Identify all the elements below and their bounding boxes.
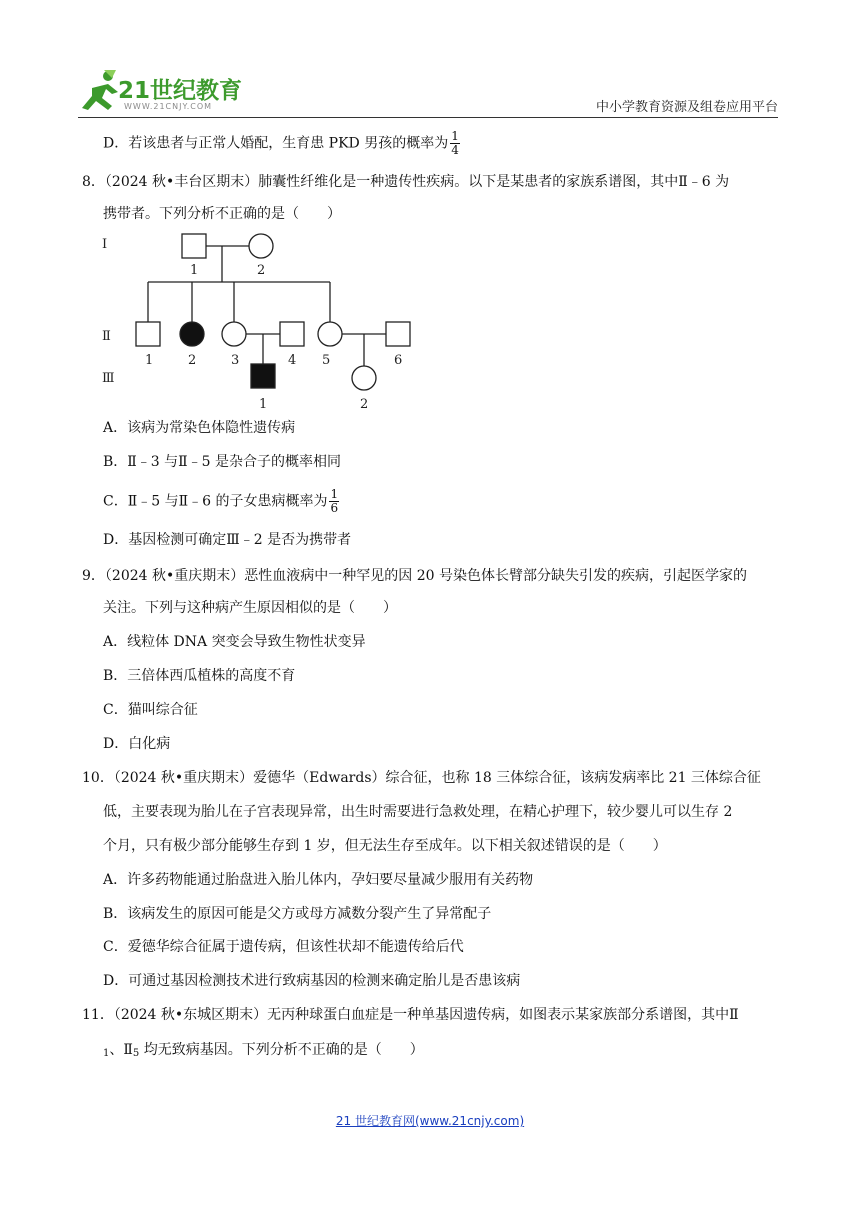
pedigree-female-III-2 (352, 366, 376, 390)
pedigree-male-II-6 (386, 322, 410, 346)
pedigree-number: 5 (322, 353, 331, 368)
q11-stem-text: 均无致病基因。下列分析不正确的是（ ） (139, 1042, 424, 1058)
q9-option-d: D．白化病 (103, 736, 171, 752)
platform-title: 中小学教育资源及组卷应用平台 (595, 100, 778, 115)
header-divider (78, 117, 778, 118)
pedigree-male-II-4 (280, 322, 304, 346)
pedigree-number: 6 (394, 353, 403, 368)
q9-stem-line-1: 9．（2024 秋•重庆期末）恶性血液病中一种罕见的因 20 号染色体长臂部分缺失引发的疾病，引起医学家的 (82, 568, 747, 584)
q8-stem-line-1: 8．（2024 秋•丰台区期末）肺囊性纤维化是一种遗传性疾病。以下是某患者的家族系谱图，其中Ⅱ﹣6 为 (82, 174, 730, 190)
fraction-numerator: 1 (451, 129, 459, 143)
q10-stem-line-1: 10．（2024 秋•重庆期末）爱德华（Edwards）综合征，也称 18 三体综合征，该病发病率比 21 三体综合征 (82, 770, 761, 786)
q9-option-c: C．猫叫综合征 (103, 702, 198, 718)
pedigree-number: 2 (257, 263, 266, 278)
q8-option-d: D．基因检测可确定Ⅲ﹣2 是否为携带者 (103, 532, 352, 548)
q10-option-b: B．该病发生的原因可能是父方或母方减数分裂产生了异常配子 (103, 906, 492, 922)
q8-option-c-text: C．Ⅱ﹣5 与Ⅱ﹣6 的子女患病概率为 (103, 493, 328, 510)
pedigree-affected-male-III-1 (251, 364, 275, 388)
q7-option-d-fraction (450, 130, 460, 157)
site-logo (78, 66, 258, 118)
pedigree-number: 1 (145, 353, 154, 368)
page-header (78, 66, 778, 118)
q11-stem-text: 、Ⅱ (109, 1042, 133, 1058)
q10-option-a: A．许多药物能通过胎盘进入胎儿体内，孕妇要尽量减少服用有关药物 (103, 872, 534, 888)
q8-option-a: A．该病为常染色体隐性遗传病 (103, 420, 296, 436)
logo-url-text: WWW.21CNJY.COM (124, 102, 213, 111)
q8-option-c (103, 488, 339, 515)
pedigree-number: 4 (288, 353, 297, 368)
pedigree-female-I-2 (249, 234, 273, 258)
q8-option-b: B．Ⅱ﹣3 与Ⅱ﹣5 是杂合子的概率相同 (103, 454, 342, 470)
pedigree-female-II-3 (222, 322, 246, 346)
pedigree-number: 1 (190, 263, 199, 278)
pedigree-number: 3 (231, 353, 240, 368)
q9-stem-line-2: 关注。下列与这种病产生原因相似的是（ ） (103, 600, 397, 616)
q11-stem-line-1: 11．（2024 秋•东城区期末）无丙种球蛋白血症是一种单基因遗传病，如图表示某家族部分系谱图，其中Ⅱ (82, 1007, 739, 1023)
pedigree-number: 1 (259, 397, 268, 412)
q7-option-d (103, 130, 460, 157)
fraction-denominator: 4 (451, 143, 459, 157)
logo-text: 21世纪教育 (118, 78, 243, 104)
pedigree-affected-female-II-2 (180, 322, 204, 346)
q9-option-a: A．线粒体 DNA 突变会导致生物性状变异 (103, 634, 366, 650)
fraction-denominator: 6 (330, 501, 339, 515)
pedigree-male-I-1 (182, 234, 206, 258)
pedigree-number: 2 (188, 353, 197, 368)
subscript: 5 (132, 1048, 140, 1059)
subscript: 1 (103, 1048, 110, 1059)
q8-option-c-fraction (329, 488, 339, 515)
q11-stem-line-2 (103, 1040, 424, 1064)
fraction-numerator: 1 (330, 487, 339, 501)
generation-label-I: Ⅰ (102, 237, 108, 252)
q9-option-b: B．三倍体西瓜植株的高度不育 (103, 668, 296, 684)
footer-link[interactable]: 21 世纪教育网(www.21cnjy.com) (335, 1114, 525, 1128)
generation-label-II: Ⅱ (102, 329, 111, 344)
q10-option-d: D．可通过基因检测技术进行致病基因的检测来确定胎儿是否患该病 (103, 973, 521, 989)
pedigree-male-II-1 (136, 322, 160, 346)
q8-stem-line-2: 携带者。下列分析不正确的是（ ） (103, 206, 341, 222)
q10-stem-line-2: 低，主要表现为胎儿在子宫表现异常，出生时需要进行急救处理，在精心护理下，较少婴儿可以生存 2 (103, 804, 733, 820)
q7-option-d-text: D．若该患者与正常人婚配，生育患 PKD 男孩的概率为 (103, 135, 449, 152)
generation-label-III: Ⅲ (102, 371, 115, 386)
pedigree-female-II-5 (318, 322, 342, 346)
q10-option-c: C．爱德华综合征属于遗传病，但该性状却不能遗传给后代 (103, 939, 464, 955)
q10-stem-line-3: 个月，只有极少部分能够生存到 1 岁，但无法生存至成年。以下相关叙述错误的是（ ） (103, 838, 667, 854)
q8-pedigree-diagram (100, 228, 420, 416)
pedigree-number: 2 (360, 397, 369, 412)
